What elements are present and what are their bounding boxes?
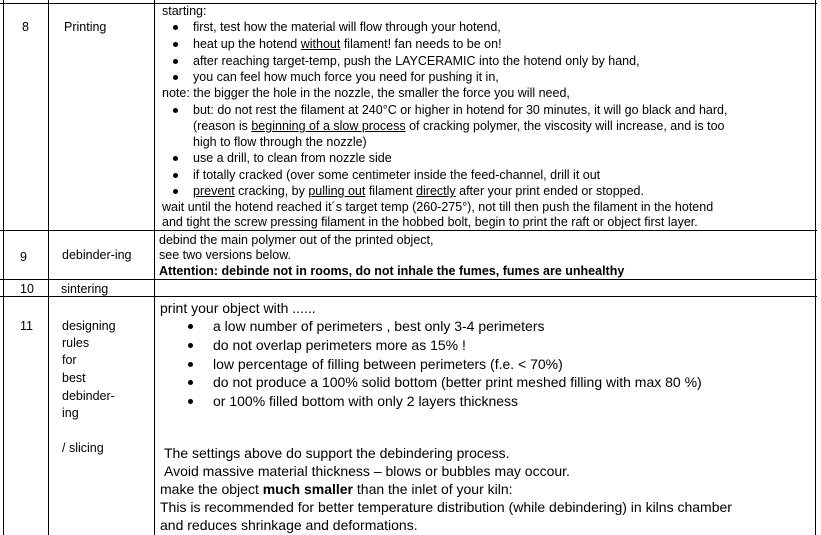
row-divider-10-11	[0, 296, 817, 297]
text-line: The settings above do support the debindering process.	[164, 445, 510, 461]
row-label: Printing	[64, 20, 107, 34]
row-label-line: / slicing	[62, 441, 104, 455]
text-line: and reduces shrinkage and deformations.	[160, 517, 418, 533]
row-label-line: for	[62, 353, 77, 367]
row-label-line: rules	[62, 336, 90, 350]
row-label-line: best	[62, 371, 86, 385]
column-divider-1	[48, 0, 49, 535]
text-line: and tight the screw pressing filament in the hobbed bolt, begin to print the raft or object first layer.	[162, 215, 698, 229]
warning-text: Attention: debinde not in rooms, do not inhale the fumes, fumes are unhealthy	[159, 264, 625, 278]
text-line: debind the main polymer out of the printed object,	[159, 233, 434, 247]
row-number: 9	[20, 250, 27, 264]
row-divider-9-10	[0, 279, 817, 280]
note-line: note: the bigger the hole in the nozzle, the smaller the force you will need,	[162, 86, 570, 100]
table-border-right	[815, 0, 816, 535]
text-line: print your object with ......	[160, 300, 316, 316]
table-border-left	[3, 0, 4, 535]
text-line: (reason is beginning of a slow process of cracking polymer, the viscosity will increase, and is too	[193, 119, 725, 133]
text-line: make the object much smaller than the inlet of your kiln:	[160, 481, 513, 497]
row-number: 10	[20, 282, 34, 296]
table-border-top	[0, 3, 817, 4]
text-line: high to flow through the nozzle)	[193, 135, 367, 149]
text-line: see two versions below.	[159, 248, 292, 262]
column-divider-2	[154, 0, 155, 535]
text-line: This is recommended for better temperature distribution (while debindering) in kilns chamber	[160, 499, 732, 515]
row-label-line: designing	[62, 319, 116, 333]
row-divider-8-9	[0, 230, 817, 231]
text-line: Avoid massive material thickness – blows or bubbles may occour.	[164, 463, 570, 479]
row-label: sintering	[61, 282, 109, 296]
text-line: wait until the hotend reached it´s target temp (260-275°), not till then push the filament in the hotend	[162, 200, 714, 214]
row-number: 8	[22, 20, 29, 34]
row-label-line: ing	[62, 406, 79, 420]
row-label: debinder-ing	[62, 248, 132, 262]
text-line: starting:	[162, 4, 207, 18]
row-number: 11	[20, 319, 33, 333]
row-label-line: debinder-	[62, 389, 115, 403]
